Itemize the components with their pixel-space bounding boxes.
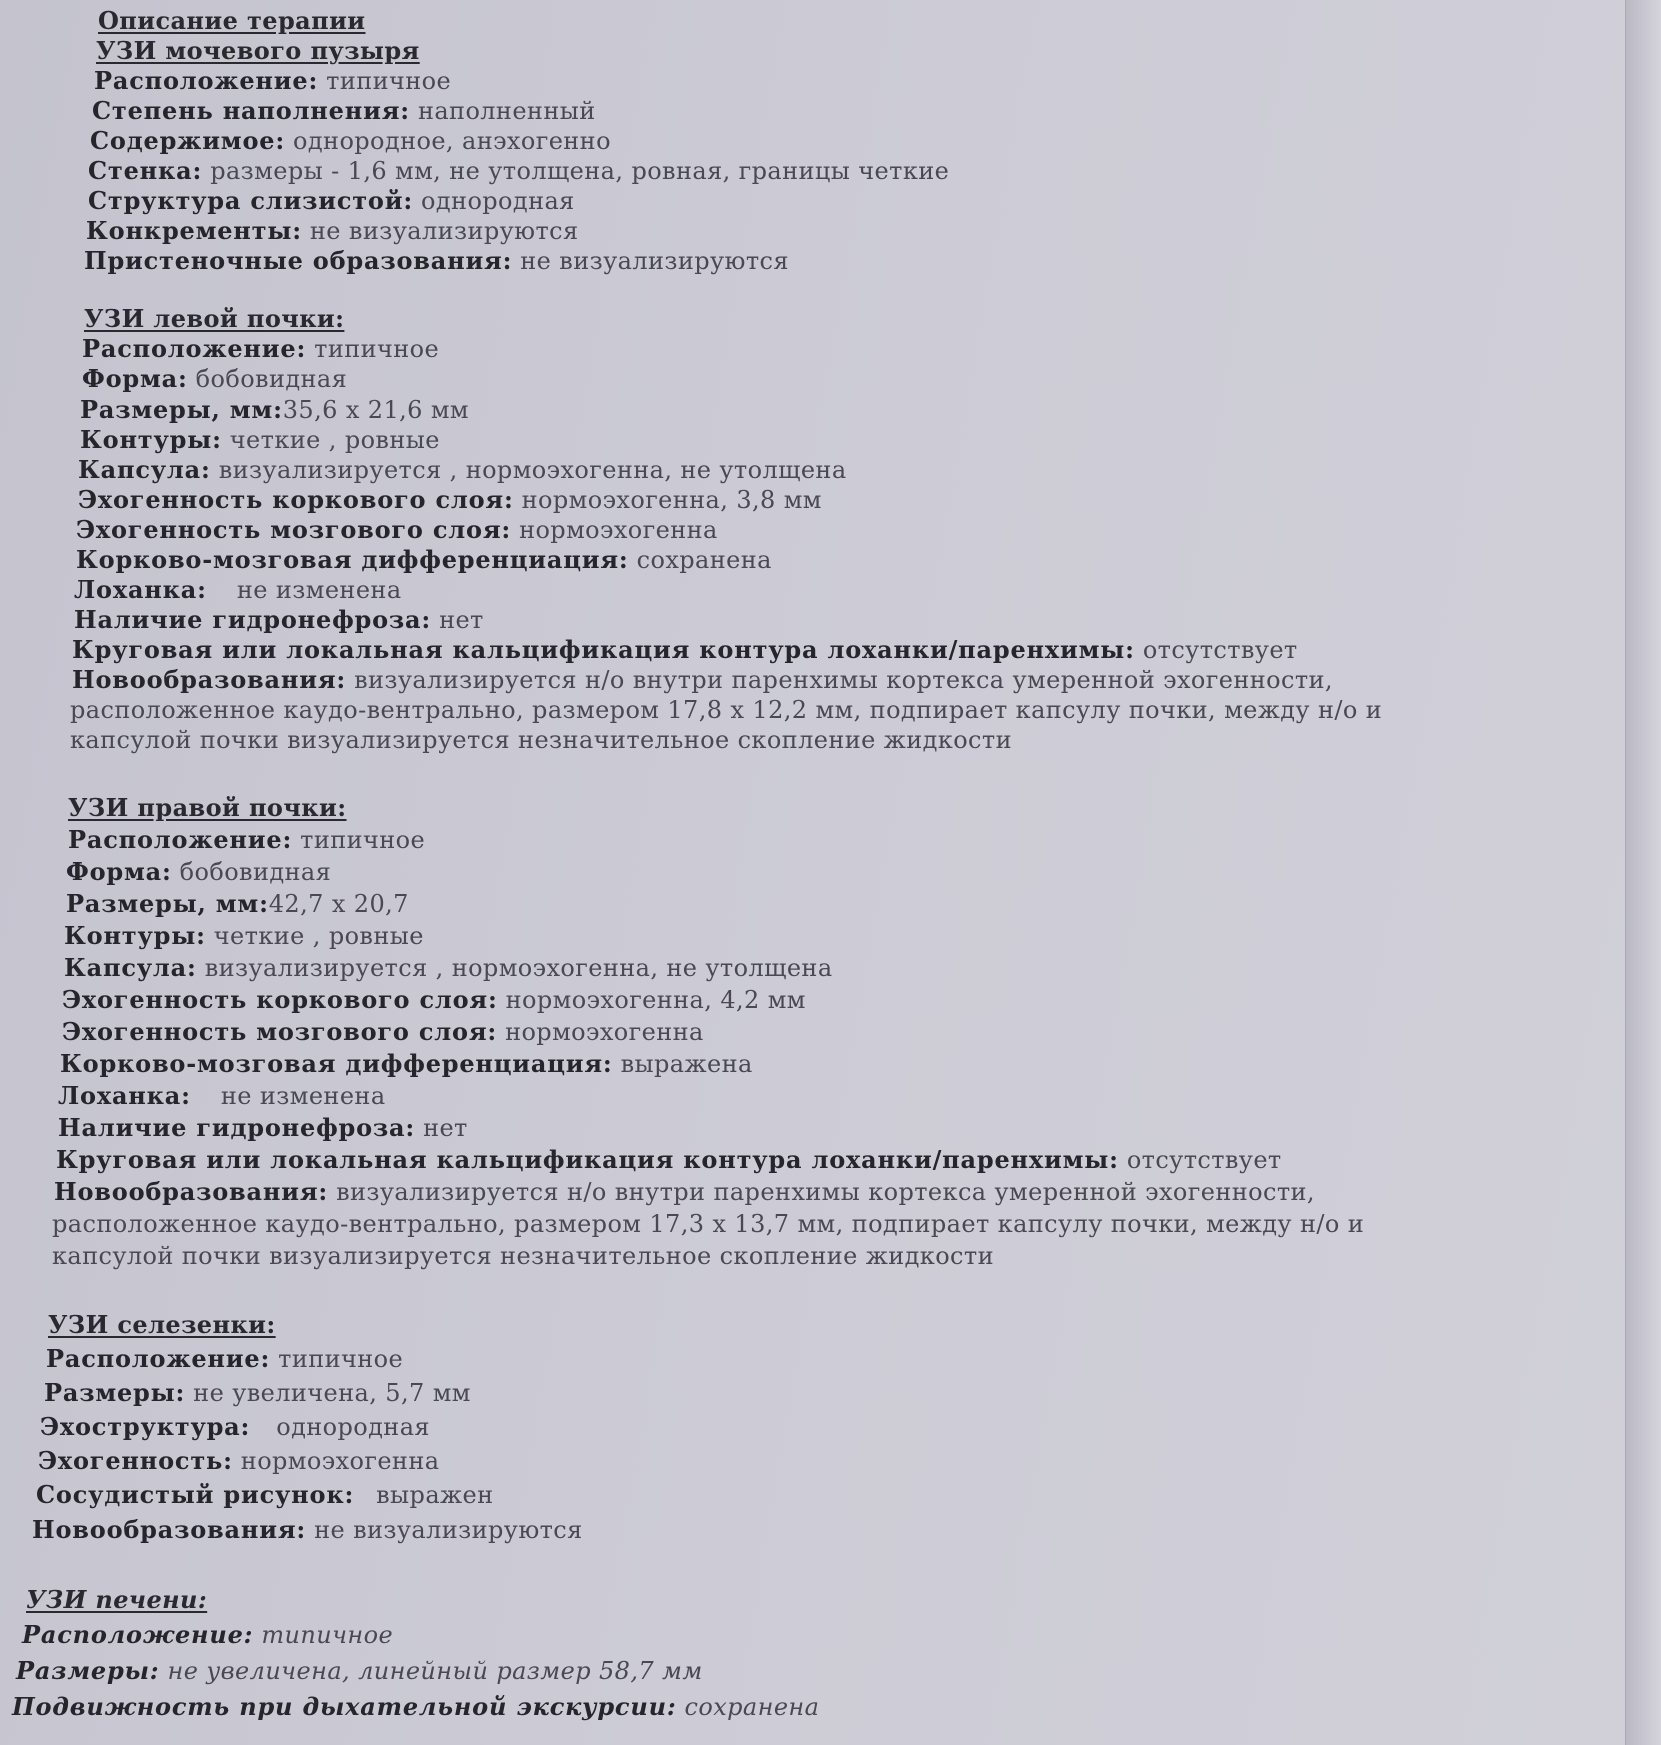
liver-location	[22, 1620, 393, 1650]
spleen-vascular	[36, 1480, 494, 1510]
field-label: Лоханка:	[58, 1081, 191, 1110]
field-label: Эхогенность:	[38, 1446, 233, 1475]
bladder-contents	[90, 126, 611, 156]
spleen-echostructure	[40, 1412, 430, 1442]
field-label: Лоханка:	[74, 575, 207, 604]
right-kidney-pelvis	[58, 1081, 386, 1111]
paper-edge	[1625, 0, 1661, 1745]
field-value: сохранена	[684, 1693, 820, 1721]
field-label: Эхогенность коркового слоя:	[62, 985, 498, 1014]
right-kidney-cortex	[62, 985, 806, 1015]
right-kidney-neoplasm	[54, 1177, 1315, 1207]
field-value: не увеличена, 5,7 мм	[193, 1379, 471, 1407]
left-kidney-neoplasm	[72, 665, 1333, 695]
right-kidney-hydronephrosis	[58, 1113, 468, 1143]
field-label: Контуры:	[64, 921, 206, 950]
field-value: типичное	[326, 67, 452, 95]
field-label: Расположение:	[68, 825, 293, 854]
field-label: Наличие гидронефроза:	[74, 605, 432, 634]
field-value: не визуализируются	[309, 217, 579, 245]
field-value: нет	[439, 606, 484, 634]
field-value: выражена	[620, 1050, 753, 1078]
right-kidney-contours	[64, 921, 424, 951]
field-value: нормоэхогенна	[505, 1018, 704, 1046]
spleen-heading: УЗИ селезенки:	[48, 1310, 276, 1339]
field-label: Расположение:	[82, 334, 307, 363]
field-value: визуализируется , нормоэхогенна, не утолщена	[218, 456, 847, 484]
left-kidney-location	[82, 334, 439, 364]
bladder-stones	[86, 216, 579, 246]
field-value: 35,6 х 21,6 мм	[282, 396, 469, 424]
field-label: Круговая или локальная кальцификация контура лоханки/паренхимы:	[72, 635, 1135, 664]
field-label: Контуры:	[80, 425, 222, 454]
field-label: Капсула:	[78, 455, 211, 484]
field-value: наполненный	[417, 97, 596, 125]
field-label: Новообразования:	[32, 1515, 307, 1544]
left-kidney-shape	[82, 364, 347, 394]
field-label: Форма:	[66, 857, 172, 886]
field-value: не увеличена, линейный размер 58,7 мм	[167, 1657, 703, 1685]
field-value: не визуализируются	[314, 1516, 583, 1544]
field-label: Расположение:	[94, 66, 319, 95]
field-label: Новообразования:	[72, 665, 347, 694]
bladder-fill	[92, 96, 596, 126]
field-value: четкие , ровные	[229, 426, 440, 454]
field-label: Структура слизистой:	[88, 186, 413, 215]
field-value: типичное	[314, 335, 440, 363]
field-label: Стенка:	[88, 156, 203, 185]
field-value: размеры - 1,6 мм, не утолщена, ровная, границы четкие	[210, 157, 950, 185]
field-value: не изменена	[220, 1082, 386, 1110]
field-label: Наличие гидронефроза:	[58, 1113, 416, 1142]
spleen-neoplasm	[32, 1515, 583, 1545]
field-label: Расположение:	[22, 1620, 254, 1649]
liver-heading: УЗИ печени:	[26, 1585, 208, 1614]
left-kidney-cortex	[78, 485, 822, 515]
field-value: бобовидная	[195, 365, 348, 393]
field-value: типичное	[261, 1621, 394, 1649]
liver-size	[16, 1656, 703, 1686]
field-label: Капсула:	[64, 953, 197, 982]
right-kidney-medulla	[62, 1017, 704, 1047]
field-value: не визуализируются	[520, 247, 789, 275]
field-value: выражен	[376, 1481, 494, 1509]
field-label: Размеры:	[44, 1378, 186, 1407]
field-label: Содержимое:	[90, 126, 285, 155]
field-value: однородная	[421, 187, 575, 215]
field-label: Корково-мозговая дифференциация:	[60, 1049, 613, 1078]
bladder-parietal	[84, 246, 789, 276]
left-kidney-neoplasm-line-3: капсулой почки визуализируется незначительное скопление жидкости	[70, 726, 1012, 754]
bladder-wall	[88, 156, 949, 186]
field-value: 42,7 х 20,7	[268, 890, 409, 918]
left-kidney-size	[80, 395, 469, 425]
field-value: четкие , ровные	[213, 922, 424, 950]
left-kidney-neoplasm-line-2: расположенное каудо-вентрально, размером 17,8 х 12,2 мм, подпирает капсулу почки, между н/о и	[70, 696, 1383, 724]
field-label: Размеры, мм:	[66, 889, 269, 918]
field-label: Эхогенность мозгового слоя:	[62, 1017, 498, 1046]
right-kidney-neoplasm-line-3: капсулой почки визуализируется незначительное скопление жидкости	[52, 1242, 994, 1270]
field-value: визуализируется , нормоэхогенна, не утолщена	[204, 954, 833, 982]
left-kidney-capsule	[78, 455, 847, 485]
field-value: нормоэхогенна	[240, 1447, 440, 1475]
field-value: нет	[423, 1114, 468, 1142]
field-value: отсутствует	[1142, 636, 1298, 664]
bladder-heading: УЗИ мочевого пузыря	[96, 36, 420, 65]
field-label: Сосудистый рисунок:	[36, 1480, 355, 1509]
left-kidney-calcification	[72, 635, 1298, 665]
field-value: бобовидная	[179, 858, 332, 886]
left-kidney-hydronephrosis	[74, 605, 484, 635]
bladder-location	[94, 66, 451, 96]
field-value: однородное, анэхогенно	[293, 127, 611, 155]
left-kidney-medulla	[76, 515, 718, 545]
field-label: Эхогенность мозгового слоя:	[76, 515, 512, 544]
field-label: Эхоструктура:	[40, 1412, 251, 1441]
left-kidney-heading: УЗИ левой почки:	[84, 304, 345, 333]
field-label: Форма:	[82, 364, 188, 393]
left-kidney-pelvis	[74, 575, 402, 605]
field-value: отсутствует	[1126, 1146, 1282, 1174]
field-value: нормоэхогенна, 4,2 мм	[505, 986, 806, 1014]
field-label: Эхогенность коркового слоя:	[78, 485, 514, 514]
left-kidney-contours	[80, 425, 440, 455]
field-label: Размеры, мм:	[80, 395, 283, 424]
field-value: однородная	[276, 1413, 430, 1441]
field-label: Пристеночные образования:	[84, 246, 513, 275]
spleen-size	[44, 1378, 471, 1408]
right-kidney-capsule	[64, 953, 833, 983]
field-value: нормоэхогенна, 3,8 мм	[521, 486, 822, 514]
right-kidney-heading: УЗИ правой почки:	[68, 793, 347, 822]
field-label: Расположение:	[46, 1344, 271, 1373]
field-label: Конкременты:	[86, 216, 302, 245]
field-value: визуализируется н/о внутри паренхимы кортекса умеренной эхогенности,	[336, 1178, 1315, 1206]
left-kidney-cmd	[76, 545, 772, 575]
field-label: Новообразования:	[54, 1177, 329, 1206]
field-value: типичное	[300, 826, 426, 854]
right-kidney-shape	[66, 857, 331, 887]
field-value: типичное	[278, 1345, 404, 1373]
spleen-location	[46, 1344, 403, 1374]
right-kidney-calcification	[56, 1145, 1282, 1175]
bladder-mucosa	[88, 186, 575, 216]
right-kidney-location	[68, 825, 425, 855]
field-label: Подвижность при дыхательной экскурсии:	[12, 1692, 677, 1721]
document-title: Описание терапии	[98, 6, 366, 35]
liver-mobility	[12, 1692, 819, 1722]
field-label: Круговая или локальная кальцификация контура лоханки/паренхимы:	[56, 1145, 1119, 1174]
field-label: Размеры:	[16, 1656, 160, 1685]
field-label: Степень наполнения:	[92, 96, 410, 125]
right-kidney-cmd	[60, 1049, 753, 1079]
field-value: сохранена	[636, 546, 772, 574]
field-value: не изменена	[236, 576, 402, 604]
right-kidney-neoplasm-line-2: расположенное каудо-вентрально, размером 17,3 х 13,7 мм, подпирает капсулу почки, между н/о и	[52, 1210, 1365, 1238]
field-value: нормоэхогенна	[519, 516, 718, 544]
field-value: визуализируется н/о внутри паренхимы кортекса умеренной эхогенности,	[354, 666, 1333, 694]
field-label: Корково-мозговая дифференциация:	[76, 545, 629, 574]
right-kidney-size	[66, 889, 409, 919]
spleen-echogenicity	[38, 1446, 439, 1476]
